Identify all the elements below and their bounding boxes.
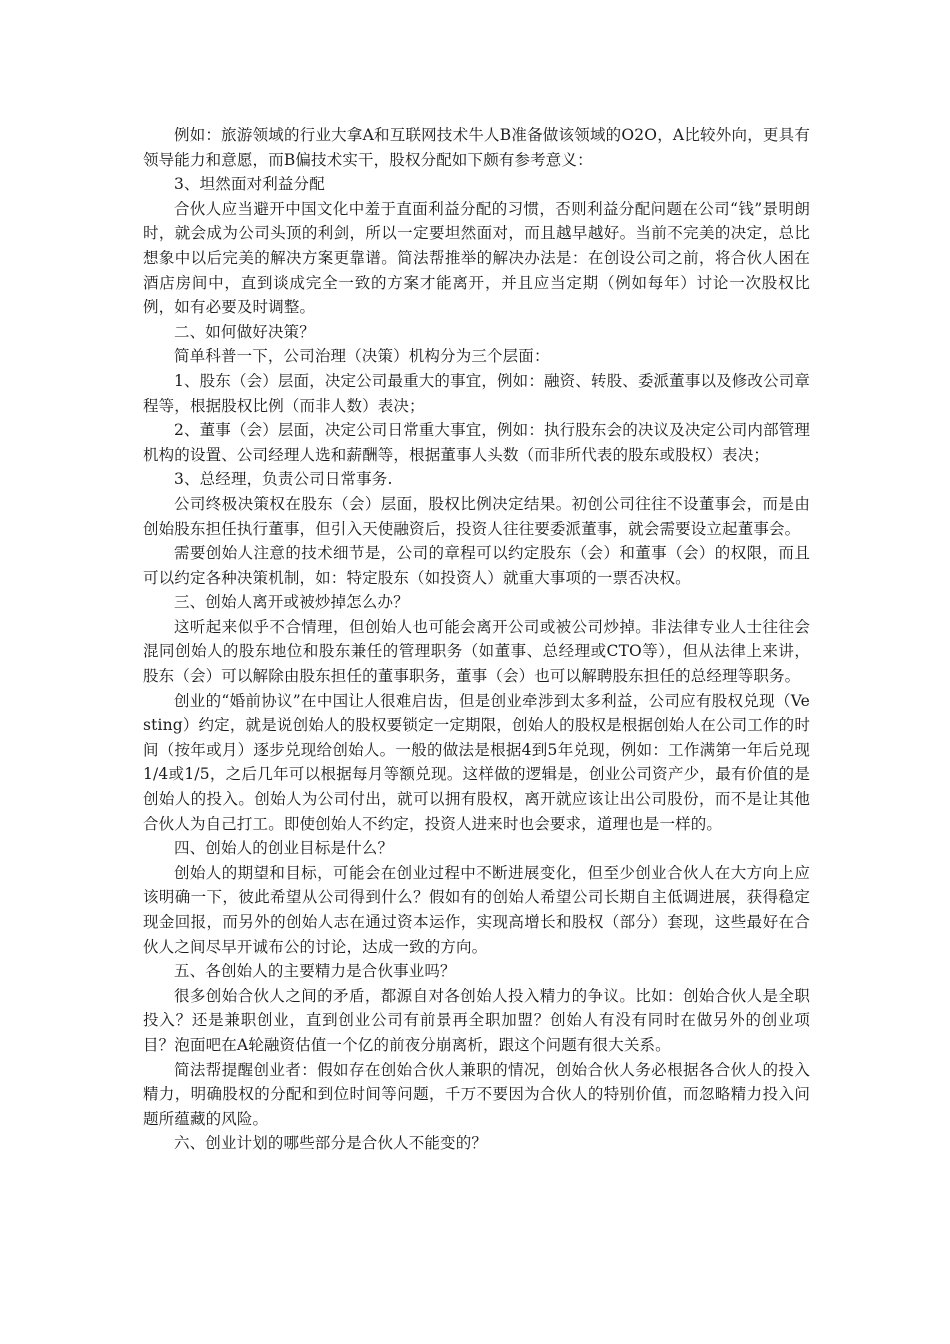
heading-benefit-distribution: 3、坦然面对利益分配 <box>174 175 325 194</box>
heading-business-plan: 六、创业计划的哪些部分是合伙人不能变的？ <box>174 1134 488 1153</box>
paragraph-final-decision: 公司终极决策权在股东（会）层面，股权比例决定结果。初创公司往往不设董事会，而是由创始股东担任执行董事，但引入天使融资后，投资人往往要委派董事，就会需要设立起董事会。 <box>143 494 810 538</box>
heading-decision-making: 二、如何做好决策？ <box>174 322 315 341</box>
paragraph-reminder: 简法帮提醒创业者：假如存在创始合伙人兼职的情况，创始合伙人务必根据各合伙人的投入精力，明确股权的分配和到位时间等问题，千万不要因为合伙人的特别价值，而忽略精力投入问题所蕴藏的风险。 <box>143 1060 810 1128</box>
heading-founder-goals: 四、创始人的创业目标是什么？ <box>174 839 394 858</box>
heading-founder-leaves: 三、创始人离开或被炒掉怎么办？ <box>174 593 409 612</box>
paragraph-vesting: 创业的“婚前协议”在中国让人很难启齿，但是创业牵涉到太多利益，公司应有股权兑现（Vesting）约定，就是说创始人的股权要锁定一定期限，创始人的股权是根据创始人在公司工作的时间（按年或月）逐步兑现给创始人。一般的做法是根据4到5年兑现，例如：工作满第一年后兑现1/4或1/5，之后几年可以根据每月等额兑现。这样做的逻辑是，创业公司资产少，最有价值的是创始人的投入。创始人为公司付出，就可以拥有股权，离开就应该让出公司股份，而不是让其他合伙人为自己打工。即使创始人不约定，投资人进来时也会要求，道理也是一样的。 <box>143 691 810 833</box>
paragraph-technical-detail: 需要创始人注意的技术细节是，公司的章程可以约定股东（会）和董事（会）的权限，而且可以约定各种决策机制，如：特定股东（如投资人）就重大事项的一票否决权。 <box>143 544 810 587</box>
heading-founder-focus: 五、各创始人的主要精力是合伙事业吗？ <box>174 962 456 981</box>
paragraph-founder-leaves: 这听起来似乎不合情理，但创始人也可能会离开公司或被公司炒掉。非法律专业人士往往会混同创始人的股东地位和股东兼任的管理职务（如董事、总经理或CTO等），但从法律上来讲，股东（会）可以解除由股东担任的董事职务，董事（会）也可以解聘股东担任的总经理等职务。 <box>143 617 810 686</box>
paragraph-benefit-distribution: 合伙人应当避开中国文化中羞于直面利益分配的习惯，否则利益分配问题在公司“钱”景明朗时，就会成为公司头顶的利剑，所以一定要坦然面对，而且越早越好。当前不完美的决定，总比想象中以后完美的解决方案更靠谱。简法帮推举的解决办法是：在创设公司之前，将合伙人困在酒店房间中，直到谈成完全一致的方案才能离开，并且应当定期（例如每年）讨论一次股权比例，如有必要及时调整。 <box>143 199 810 317</box>
paragraph-shareholder-level: 1、股东（会）层面，决定公司最重大的事宜，例如：融资、转股、委派董事以及修改公司章程等，根据股权比例（而非人数）表决； <box>143 371 811 415</box>
paragraph-founder-goals: 创始人的期望和目标，可能会在创业过程中不断进展变化，但至少创业合伙人在大方向上应该明确一下，彼此希望从公司得到什么？假如有的创始人希望公司长期自主低调进展，获得稳定现金回报，而另外的创始人志在通过资本运作，实现高增长和股权（部分）套现，这些最好在合伙人之间尽早开诚布公的讨论，达成一致的方向。 <box>143 863 810 956</box>
paragraph-example-o2o: 例如：旅游领域的行业大拿A和互联网技术牛人B准备做该领域的O2O，A比较外向，更具有领导能力和意愿，而B偏技术实干，股权分配如下颇有参考意义： <box>143 126 810 169</box>
document-body <box>143 123 810 1156</box>
paragraph-board-level: 2、董事（会）层面，决定公司日常重大事宜，例如：执行股东会的决议及决定公司内部管理机构的设置、公司经理人选和薪酬等，根据董事人头数（而非所代表的股东或股权）表决； <box>143 421 811 464</box>
paragraph-general-manager: 3、总经理，负责公司日常事务. <box>174 470 393 489</box>
paragraph-governance-intro: 简单科普一下，公司治理（决策）机构分为三个层面： <box>174 347 550 366</box>
paragraph-founder-focus: 很多创始合伙人之间的矛盾，都源自对各创始人投入精力的争议。比如：创始合伙人是全职投入？还是兼职创业，直到创业公司有前景再全职加盟？创始人有没有同时在做另外的创业项目？泡面吧在A轮融资估值一个亿的前夜分崩离析，跟这个问题有很大关系。 <box>143 986 810 1054</box>
